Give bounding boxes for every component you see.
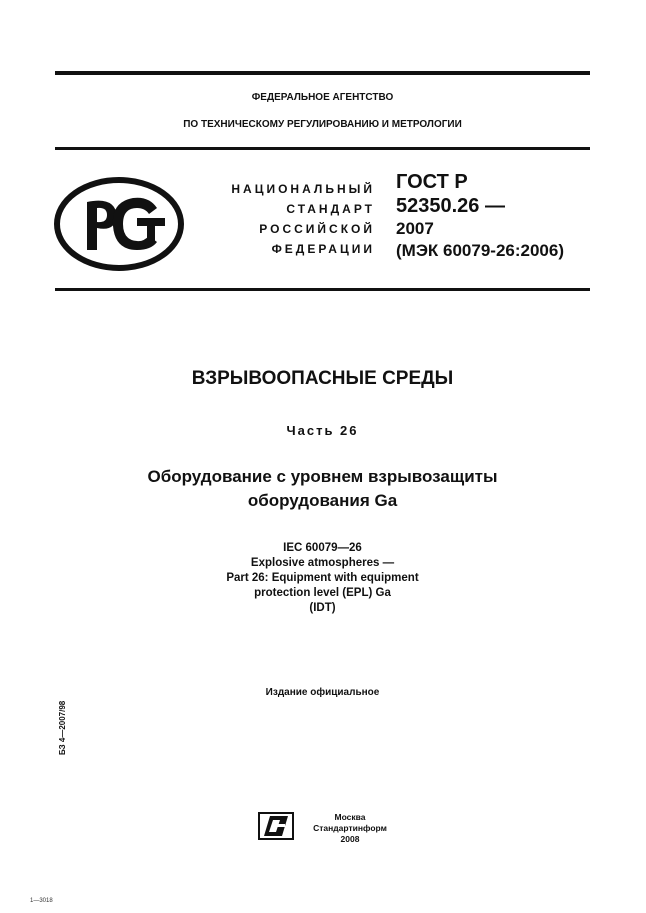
- subtitle-line2: оборудования Ga: [247, 491, 398, 510]
- standard-type-line1: НАЦИОНАЛЬНЫЙ: [231, 182, 375, 196]
- publisher-year: 2008: [340, 834, 360, 844]
- standard-type-line4: ФЕДЕРАЦИИ: [271, 242, 375, 256]
- footer-code: 1—3018: [30, 898, 53, 904]
- side-code: БЗ 4—2007/98: [58, 700, 67, 755]
- agency-name-line2: ПО ТЕХНИЧЕСКОМУ РЕГУЛИРОВАНИЮ И МЕТРОЛОГИИ: [183, 119, 462, 130]
- iec-line1: IEC 60079—26: [283, 542, 362, 554]
- subtitle-line1: Оборудование с уровнем взрывозащиты: [147, 467, 498, 486]
- standard-type-line2: СТАНДАРТ: [286, 202, 375, 216]
- publisher-name: Стандартинформ: [313, 823, 387, 833]
- publisher-city: Москва: [334, 812, 366, 822]
- header-rule: [55, 147, 590, 150]
- iec-line4: protection level (EPL) Ga: [254, 587, 391, 599]
- subtitle: [55, 465, 590, 513]
- iec-line2: Explosive atmospheres —: [250, 557, 395, 569]
- top-rule: [55, 71, 590, 75]
- part-label: Часть 26: [286, 423, 359, 438]
- designation-block: [396, 170, 564, 262]
- standard-number: 52350.26 —: [396, 195, 505, 217]
- iec-line3: Part 26: Equipment with equipment: [226, 572, 419, 584]
- publisher-info: [302, 812, 398, 845]
- gost-label: ГОСТ Р: [396, 171, 468, 193]
- gost-r-logo: [53, 176, 185, 272]
- designation-rule: [55, 288, 590, 291]
- edition-label: Издание официальное: [265, 687, 380, 698]
- iec-line5: (IDT): [309, 602, 336, 614]
- main-title: ВЗРЫВООПАСНЫЕ СРЕДЫ: [191, 368, 454, 389]
- agency-name-line1: ФЕДЕРАЛЬНОЕ АГЕНТСТВО: [251, 92, 394, 103]
- publisher-logo: [256, 810, 296, 842]
- standard-type-line3: РОССИЙСКОЙ: [259, 222, 375, 236]
- iec-block: [55, 541, 590, 616]
- standard-year: 2007: [396, 219, 434, 238]
- iec-reference: (МЭК 60079-26:2006): [396, 241, 564, 260]
